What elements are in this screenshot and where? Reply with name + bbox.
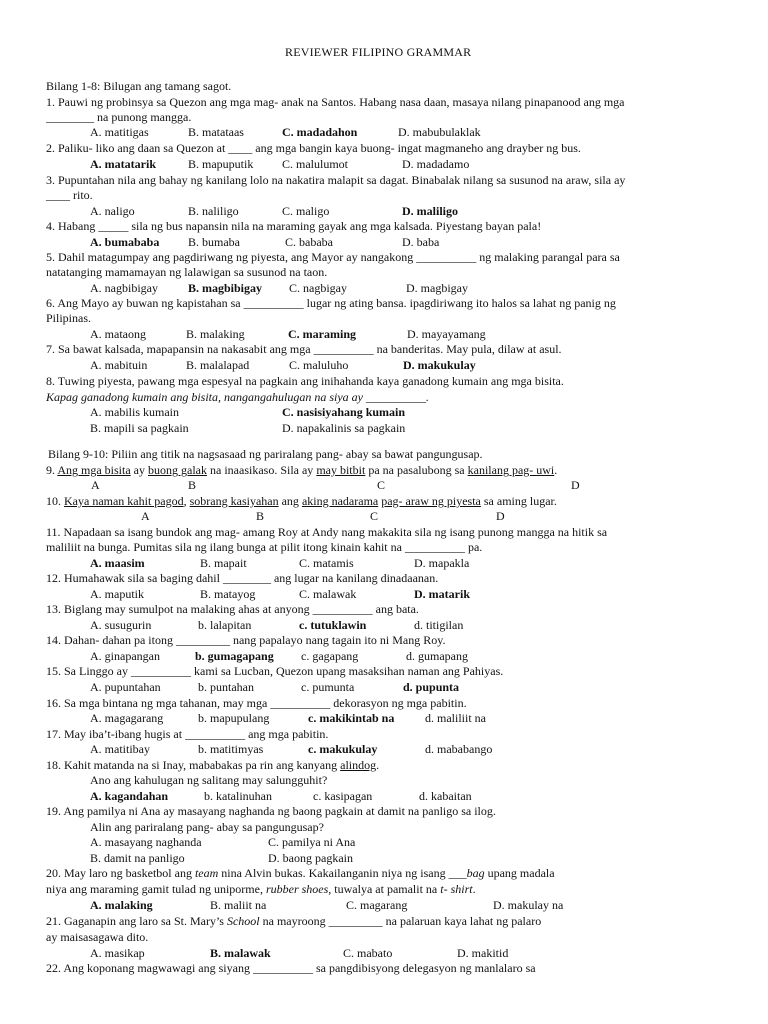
question-1-text-cont: ________ na punong mangga. xyxy=(46,110,192,124)
choice-a-answer: A. kagandahan xyxy=(90,789,169,803)
choice-a: A. susugurin xyxy=(90,618,152,632)
letter-d: D xyxy=(571,478,580,492)
choice-a: A. magagarang xyxy=(90,711,164,725)
choice-b: B. mapili sa pagkain xyxy=(90,421,189,435)
phrase-b: sobrang kasiyahan xyxy=(189,494,279,508)
text: , xyxy=(183,494,187,508)
letter-a: A xyxy=(141,509,150,523)
text: . xyxy=(376,758,380,772)
choice-b: b. mapupulang xyxy=(198,711,270,725)
question-16-text: 16. Sa mga bintana ng mga tahanan, may mga __________ dekorasyon ng mga pabitin. xyxy=(46,696,467,710)
choice-b: B. bumaba xyxy=(188,235,240,249)
choice-a-answer: A. maasim xyxy=(90,556,145,570)
choice-b: B. naliligo xyxy=(188,204,239,218)
choice-b: b. lalapitan xyxy=(198,618,252,632)
underlined-word: alindog xyxy=(340,758,377,772)
choice-b: B. mapuputik xyxy=(188,157,254,171)
choice-a: A. mabilis kumain xyxy=(90,405,179,419)
question-4-text: 4. Habang _____ sila ng bus napansin nila na maraming gayak ang mga kalsada. Piyestang bayan pala! xyxy=(46,219,542,233)
text: niya ang maraming gamit tulad ng uniporme, xyxy=(46,882,266,896)
question-18-text xyxy=(46,758,379,773)
choice-d: d. titigilan xyxy=(414,618,464,632)
choice-d: d. kabaitan xyxy=(419,789,472,803)
text: . xyxy=(554,463,558,477)
choice-b: B. maliit na xyxy=(210,898,267,912)
phrase-a: Ang mga bisita xyxy=(57,463,131,477)
choice-b: B. malaking xyxy=(186,327,245,341)
letter-b: B xyxy=(256,509,265,523)
text: ang xyxy=(281,494,299,508)
choice-d: d. mababango xyxy=(425,742,493,756)
choice-b: b. matitimyas xyxy=(198,742,264,756)
choice-c: c. kasipagan xyxy=(313,789,373,803)
question-19-text: 19. Ang pamilya ni Ana ay masayang naghanda ng baong pagkain at damit na panligo sa ilog. xyxy=(46,804,496,818)
choice-d: D. magbigay xyxy=(406,281,468,295)
question-12-text: 12. Humahawak sila sa baging dahil ________ ang lugar na kanilang dinadaanan. xyxy=(46,571,439,585)
section-1-instruction: Bilang 1-8: Bilugan ang tamang sagot. xyxy=(46,79,232,93)
choice-d: D. baba xyxy=(402,235,440,249)
question-11-text: 11. Napadaan sa isang bundok ang mag- amang Roy at Andy nang makakita sila ng isang punong mangga na hitik sa xyxy=(46,525,608,539)
italic-word: team xyxy=(194,866,219,880)
question-3-text: 3. Pupuntahan nila ang bahay ng kanilang lolo na nakatira malapit sa dagat. Binabalak nilang sa susunod na araw, sila ay xyxy=(46,173,626,187)
question-5-text-cont: natatanging mamamayan ng lalawigan sa susunod na taon. xyxy=(46,265,328,279)
choice-a: A. masikap xyxy=(90,946,145,960)
choice-a: A. masayang naghanda xyxy=(90,835,202,849)
choice-a: A. ginapangan xyxy=(90,649,160,663)
italic-word: t- shirt xyxy=(440,882,473,896)
question-11-text-cont: maliliit na bunga. Pumitas sila ng ilang bunga at pilit itong kinain kahit na __________ pa. xyxy=(46,540,483,554)
choice-c-answer: c. makikintab na xyxy=(308,711,395,725)
choice-a: A. pupuntahan xyxy=(90,680,161,694)
choice-b-answer: b. gumagapang xyxy=(195,649,274,663)
text: tuwalya at pamalit na xyxy=(331,882,441,896)
section-2-instruction: Bilang 9-10: Piliin ang titik na nagsasaad ng pariralang pang- abay sa bawat pangungusap. xyxy=(48,447,483,461)
question-17-text: 17. May iba’t-ibang hugis at __________ ang mga pabitin. xyxy=(46,727,329,741)
choice-a: A. mataong xyxy=(90,327,146,341)
choice-b-answer: B. malawak xyxy=(210,946,271,960)
choice-d: D. makitid xyxy=(457,946,509,960)
choice-d: D. mayayamang xyxy=(407,327,486,341)
choice-d: D. napakalinis sa pagkain xyxy=(282,421,406,435)
text: na mayroong _________ na palaruan kaya lahat ng palaro xyxy=(259,914,542,928)
choice-d: d. maliliit na xyxy=(425,711,486,725)
choice-b: b. puntahan xyxy=(198,680,254,694)
choice-d: D. madadamo xyxy=(402,157,470,171)
choice-c-answer: c. tutuklawin xyxy=(299,618,367,632)
choice-c: C. matamis xyxy=(299,556,354,570)
question-20-text-cont xyxy=(46,882,476,897)
choice-c: C. bababa xyxy=(285,235,333,249)
italic-word: bag xyxy=(466,866,485,880)
question-10-text xyxy=(46,494,557,509)
choice-c: C. magarang xyxy=(346,898,408,912)
choice-c: c. pumunta xyxy=(301,680,355,694)
choice-b: B. malalapad xyxy=(186,358,250,372)
text: pa na pasalubong sa xyxy=(368,463,465,477)
italic-word: School xyxy=(226,914,260,928)
choice-c-answer: C. madadahon xyxy=(282,125,358,139)
question-19-subquestion: Alin ang pariralang pang- abay sa pangungusap? xyxy=(90,820,324,834)
letter-c: C xyxy=(370,509,379,523)
choice-c: C. mabato xyxy=(343,946,393,960)
choice-a-answer: A. bumababa xyxy=(90,235,160,249)
question-9-number: 9. xyxy=(46,463,55,477)
choice-d: D. makulay na xyxy=(493,898,564,912)
choice-d-answer: d. pupunta xyxy=(403,680,460,694)
question-5-text: 5. Dahil matagumpay ang pagdiriwang ng piyesta, ang Mayor ay nangakong __________ ng malaking parangal para sa xyxy=(46,250,620,264)
question-3-text-cont: ____ rito. xyxy=(46,188,93,202)
choice-b: B. matataas xyxy=(188,125,244,139)
question-13-text: 13. Biglang may sumulpot na malaking ahas at anyong __________ ang bata. xyxy=(46,602,419,616)
letter-c: C xyxy=(377,478,386,492)
question-2-text: 2. Paliku- liko ang daan sa Quezon at ____ ang mga bangin kaya buong- ingat magmaneho ang drayber ng bus. xyxy=(46,141,581,155)
choice-a-answer: A. matatarik xyxy=(90,157,156,171)
choice-d: d. gumapang xyxy=(406,649,468,663)
choice-a: A. matitigas xyxy=(90,125,149,139)
choice-c: C. nagbigay xyxy=(289,281,347,295)
question-20-text xyxy=(46,866,555,881)
choice-a: A. maputik xyxy=(90,587,144,601)
document-title: REVIEWER FILIPINO GRAMMAR xyxy=(285,45,472,59)
choice-c: C. maluluho xyxy=(289,358,349,372)
choice-a: A. nagbibigay xyxy=(90,281,158,295)
text: 21. Gaganapin ang laro sa St. Mary’s xyxy=(46,914,227,928)
letter-b: B xyxy=(188,478,197,492)
italic-word: rubber shoes, xyxy=(265,882,332,896)
question-8-text: 8. Tuwing piyesta, pawang mga espesyal na pagkain ang inihahanda kaya ganadong kumain ang mga bisita. xyxy=(46,374,564,388)
choice-c: c. gagapang xyxy=(301,649,359,663)
choice-b: B. mapait xyxy=(200,556,247,570)
letter-a: A xyxy=(91,478,100,492)
phrase-c: aking nadarama xyxy=(301,494,379,508)
question-22-text: 22. Ang koponang magwawagi ang siyang __________ sa pangdibisyong delegasyon ng manlalaro sa xyxy=(46,961,536,975)
choice-b: B. matayog xyxy=(200,587,256,601)
choice-c: C. pamilya ni Ana xyxy=(268,835,356,849)
question-21-text-cont: ay maisasagawa dito. xyxy=(46,930,149,944)
question-6-text-cont: Pilipinas. xyxy=(46,311,92,325)
choice-c: C. malawak xyxy=(299,587,357,601)
text: na inaasikaso. Sila ay xyxy=(210,463,314,477)
phrase-b: buong galak xyxy=(148,463,207,477)
choice-c-answer: C. nasisiyahang kumain xyxy=(282,405,406,419)
question-10-number: 10. xyxy=(46,494,61,508)
question-7-text: 7. Sa bawat kalsada, mapapansin na nakasabit ang mga __________ na banderitas. May pula, dilaw at asul. xyxy=(46,342,562,356)
choice-b: b. katalinuhan xyxy=(204,789,272,803)
question-9-text xyxy=(46,463,557,478)
choice-d: D. mabubulaklak xyxy=(398,125,481,139)
question-21-text xyxy=(46,914,541,929)
choice-b: B. damit na panligo xyxy=(90,851,185,865)
text: upang madala xyxy=(484,866,555,880)
choice-c-answer: C. maraming xyxy=(288,327,356,341)
choice-d-answer: D. maliligo xyxy=(402,204,458,218)
question-6-text: 6. Ang Mayo ay buwan ng kapistahan sa __________ lugar ng ating bansa. ipagdiriwang ito halos sa lahat ng panig ng xyxy=(46,296,616,310)
choice-a: A. mabituin xyxy=(90,358,148,372)
phrase-c: may bitbit xyxy=(316,463,366,477)
choice-c: C. maligo xyxy=(282,204,330,218)
choice-b-answer: B. magbibigay xyxy=(188,281,263,295)
choice-a-answer: A. malaking xyxy=(90,898,153,912)
question-8-subquestion: Kapag ganadong kumain ang bisita, nangangahulugan na siya ay __________. xyxy=(46,390,429,404)
choice-d-answer: D. makukulay xyxy=(403,358,476,372)
choice-d: D. baong pagkain xyxy=(268,851,353,865)
choice-c-answer: c. makukulay xyxy=(308,742,378,756)
letter-d: D xyxy=(496,509,505,523)
choice-d: D. mapakla xyxy=(414,556,470,570)
choice-d-answer: D. matarik xyxy=(414,587,470,601)
phrase-d: pag- araw ng piyesta xyxy=(381,494,481,508)
text: 18. Kahit matanda na si Inay, mababakas pa rin ang kanyang xyxy=(46,758,341,772)
question-14-text: 14. Dahan- dahan pa itong _________ nang papalayo nang tagain ito ni Mang Roy. xyxy=(46,633,446,647)
text: 20. May laro ng basketbol ang xyxy=(46,866,195,880)
text: ay xyxy=(133,463,145,477)
choice-c: C. malulumot xyxy=(282,157,348,171)
question-18-subquestion: Ano ang kahulugan ng salitang may salungguhit? xyxy=(90,773,328,787)
choice-a: A. naligo xyxy=(90,204,135,218)
question-15-text: 15. Sa Linggo ay __________ kami sa Lucban, Quezon upang masaksihan naman ang Pahiyas. xyxy=(46,664,504,678)
text: nina Alvin bukas. Kakailanganin niya ng isang ___ xyxy=(218,866,467,880)
phrase-a: Kaya naman kahit pagod xyxy=(64,494,184,508)
text: sa aming lugar. xyxy=(483,494,557,508)
text: . xyxy=(472,882,476,896)
phrase-d: kanilang pag- uwi xyxy=(467,463,555,477)
question-1-text: 1. Pauwi ng probinsya sa Quezon ang mga mag- anak na Santos. Habang nasa daan, masaya nilang pinapanood ang mga xyxy=(46,95,625,109)
choice-a: A. matitibay xyxy=(90,742,150,756)
